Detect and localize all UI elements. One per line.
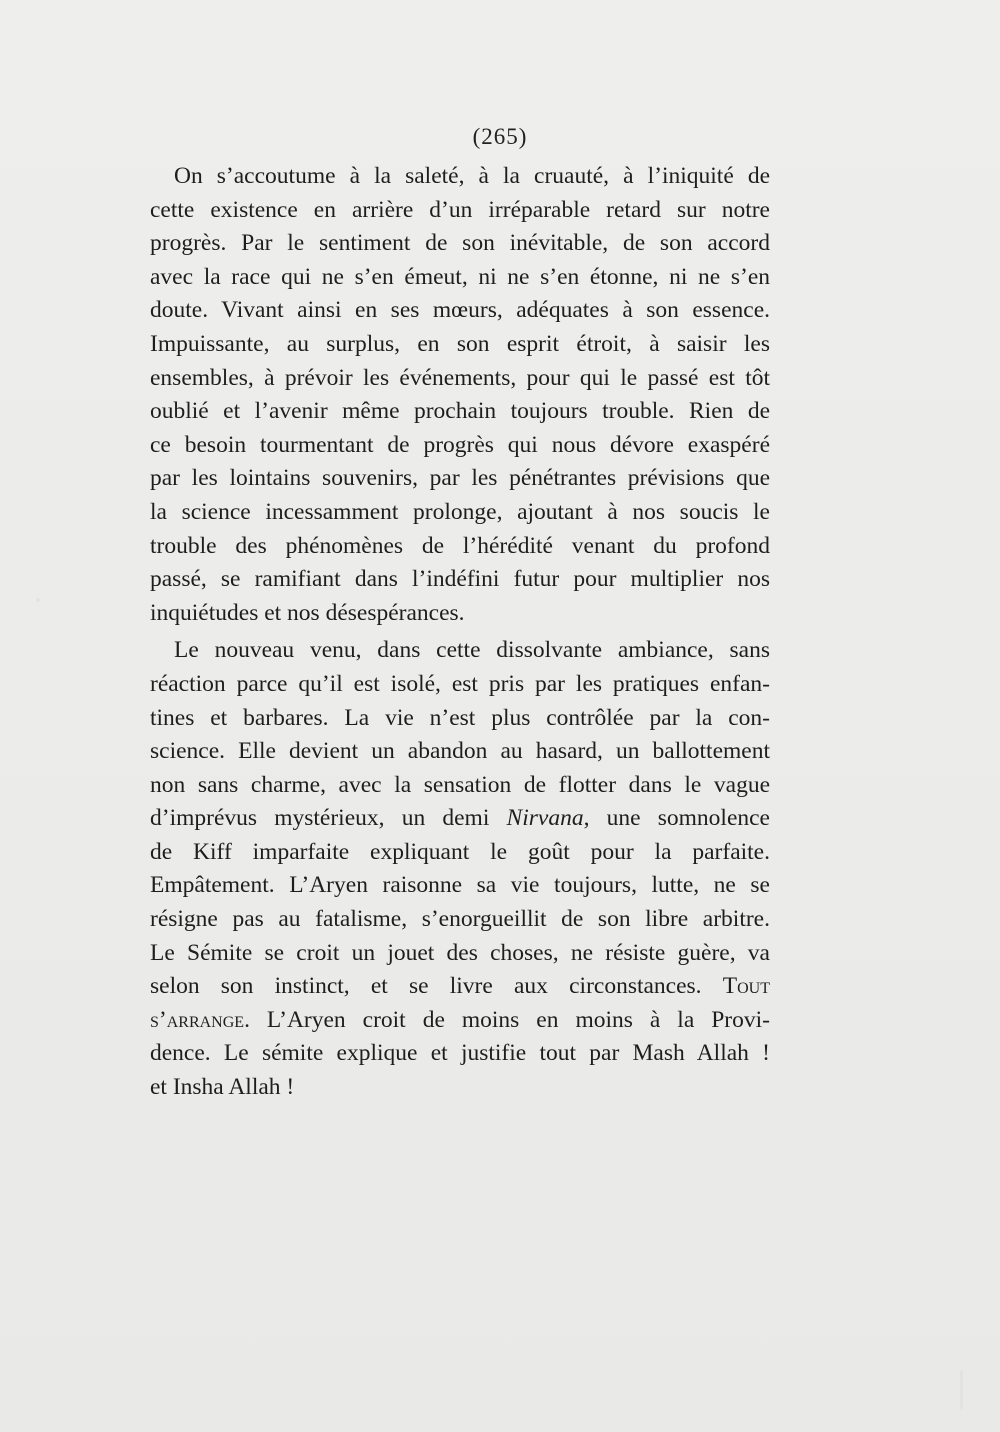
text-line-nirvana [150, 802, 770, 836]
text-line: Impuissante, au surplus, en son esprit étroit, à saisir les [150, 330, 770, 357]
paper-mark [960, 1370, 963, 1410]
text-line: ensembles, à prévoir les événements, pour qui le passé est tôt [150, 364, 770, 391]
text-line: ce besoin tourmentant de progrès qui nous dévore exaspéré [150, 431, 770, 458]
text-line: science. Elle devient un abandon au hasard, un ballottement [150, 738, 770, 765]
text-line: trouble des phénomènes de l’hérédité venant du profond [150, 532, 770, 559]
text-line: et Insha Allah ! [150, 1074, 295, 1101]
text-line: Le Sémite se croit un jouet des choses, ne résiste guère, va [150, 939, 770, 966]
text-line: dence. Le sémite explique et justifie tout par Mash Allah ! [150, 1040, 770, 1067]
text-fragment: , une somnolence [583, 805, 770, 832]
text-line: réaction parce qu’il est isolé, est pris par les pratiques enfan- [150, 670, 770, 697]
text-fragment: selon son instinct, et se livre aux circonstances. [150, 973, 723, 1000]
text-line-arrange [150, 1004, 770, 1038]
paragraph-1 [150, 160, 770, 630]
text-line: On s’accoutume à la saleté, à la cruauté, à l’iniquité de [174, 163, 770, 189]
text-line: cette existence en arrière d’un irréparable retard sur notre [150, 196, 770, 223]
text-line: avec la race qui ne s’en émeut, ni ne s’en étonne, ni ne s’en [150, 263, 770, 290]
body-text [150, 160, 770, 1105]
page-number: (265) [472, 124, 528, 149]
text-line: tines et barbares. La vie n’est plus contrôlée par la con- [150, 704, 770, 731]
text-line: oublié et l’avenir même prochain toujours trouble. Rien de [150, 398, 770, 425]
text-line: inquiétudes et nos désespérances. [150, 599, 465, 626]
text-line: doute. Vivant ainsi en ses mœurs, adéquates à son essence. [150, 297, 770, 324]
small-caps-word: s’arrange [150, 1006, 245, 1033]
text-line: par les lointains souvenirs, par les pénétrantes prévisions que [150, 465, 770, 492]
text-line: Empâtement. L’Aryen raisonne sa vie toujours, lutte, ne se [150, 872, 770, 899]
text-line: passé, se ramifiant dans l’indéfini futur pour multiplier nos [150, 566, 770, 593]
text-line: la science incessamment prolonge, ajoutant à nos soucis le [150, 498, 770, 525]
paper-mark [36, 598, 40, 602]
text-line-tout [150, 970, 770, 1004]
paragraph-2 [150, 634, 770, 1104]
small-caps-word: Tout [722, 973, 770, 1000]
text-line: résigne pas au fatalisme, s’enorgueillit de son libre arbitre. [150, 906, 770, 933]
text-line: Le nouveau venu, dans cette dissolvante ambiance, sans [174, 637, 770, 664]
text-fragment: d’imprévus mystérieux, un demi [150, 805, 507, 832]
text-line: non sans charme, avec la sensation de flotter dans le vague [150, 771, 770, 798]
text-fragment: . L’Aryen croit de moins en moins à la Provi- [244, 1006, 770, 1033]
text-line: de Kiff imparfaite expliquant le goût pour la parfaite. [150, 838, 770, 865]
italic-word: Nirvana [506, 805, 584, 832]
text-line: progrès. Par le sentiment de son inévitable, de son accord [150, 230, 770, 257]
